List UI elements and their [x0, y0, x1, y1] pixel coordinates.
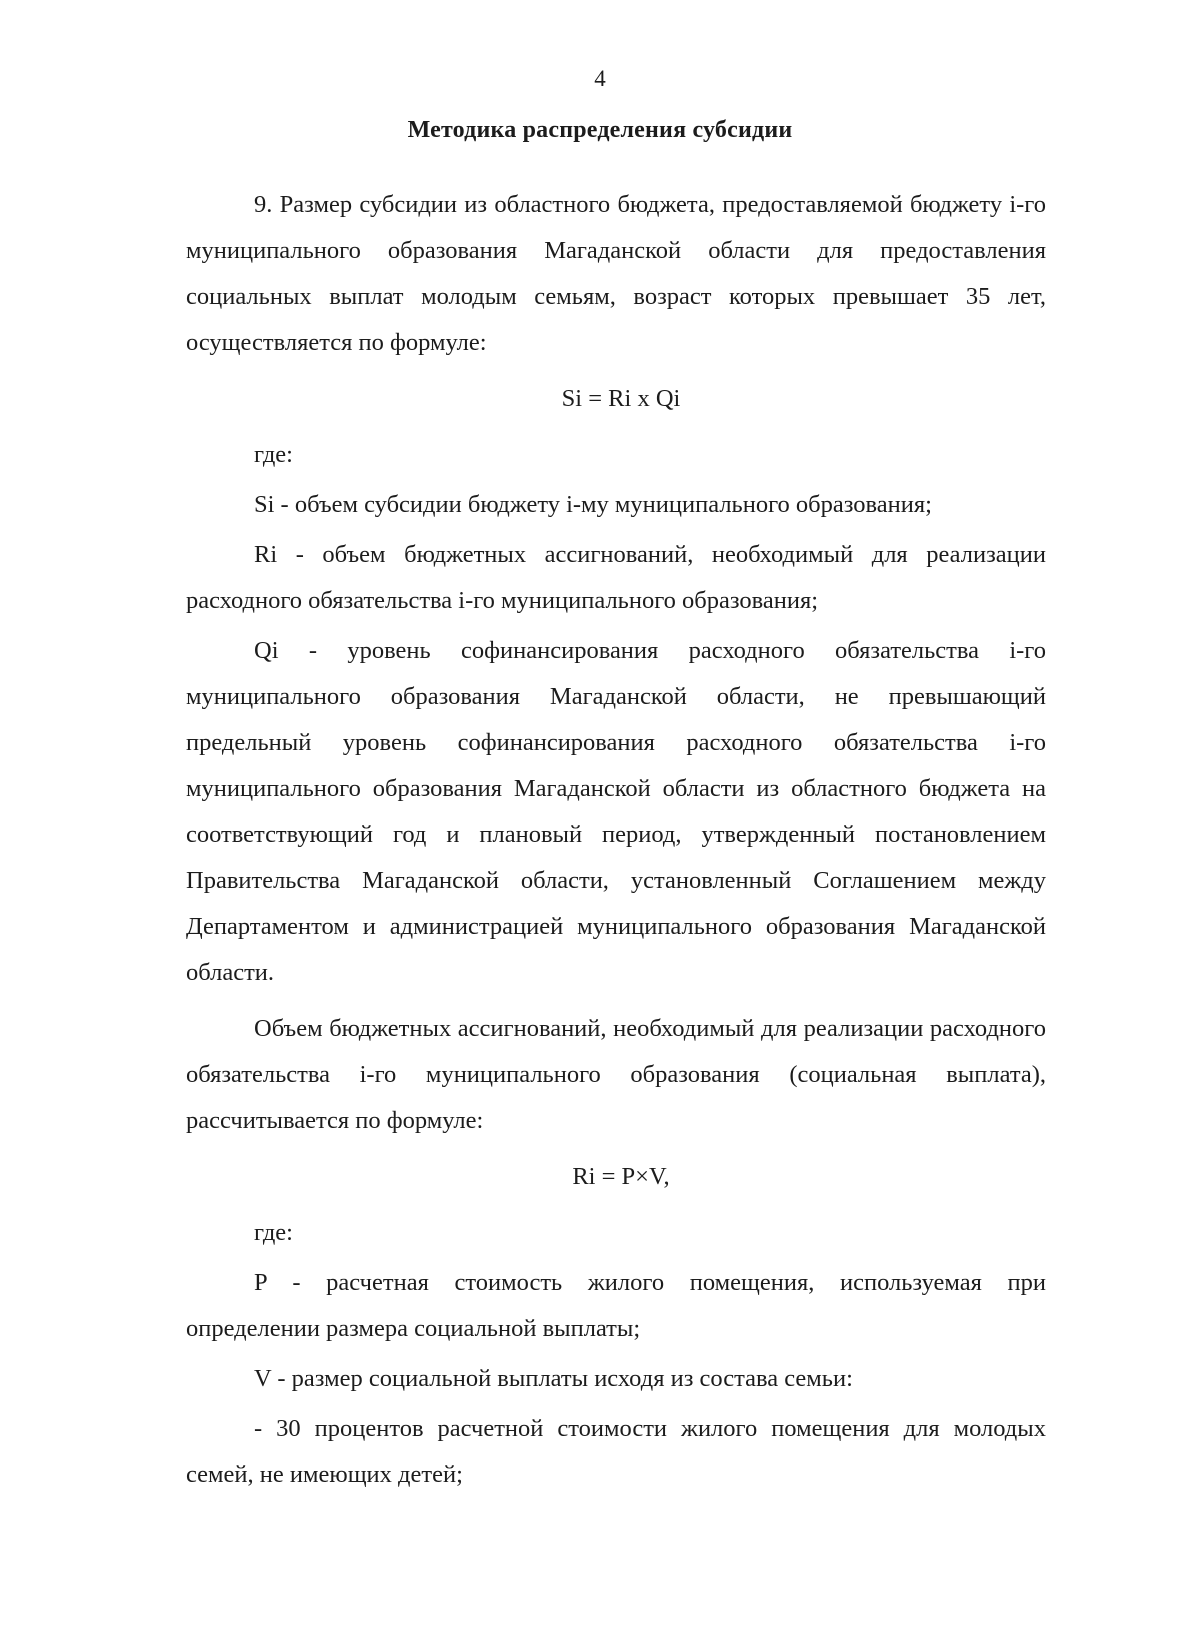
where-label-1: где: [254, 441, 293, 468]
list-item-30-percent: - 30 процентов расчетной стоимости жилого помещения для молодых семей, не имеющих детей; [186, 1415, 1046, 1488]
formula-ri: Ri = P×V, [572, 1163, 670, 1190]
where-label-2: где: [254, 1219, 293, 1246]
definition-p: P - расчетная стоимость жилого помещения, используемая при определении размера социальной выплаты; [186, 1269, 1046, 1342]
definition-ri: Ri - объем бюджетных ассигнований, необходимый для реализации расходного обязательства i-го муниципального образования; [186, 541, 1046, 614]
page-number: 4 [594, 66, 606, 91]
document-body [186, 182, 1046, 1498]
formula-si: Si = Ri x Qi [561, 385, 681, 412]
paragraph-9: 9. Размер субсидии из областного бюджета, предоставляемой бюджету i-го муниципального образования Магаданской области для предоставления социальных выплат молодым семьям, возраст которых превышает 35 лет, осуществляется по формуле: [186, 191, 1046, 356]
paragraph-volume: Объем бюджетных ассигнований, необходимый для реализации расходного обязательства i-го муниципального образования (социальная выплата), рассчитывается по формуле: [186, 1015, 1046, 1134]
definition-qi: Qi - уровень софинансирования расходного обязательства i-го муниципального образования Магаданской области, не превышающий предельный уровень софинансирования расходного обязательства i-го муниципального образования Магаданской области из областного бюджета на соответствующий год и плановый период, утвержденный постановлением Правительства Магаданской области, установленный Соглашением между Департаментом и администрацией муниципального образования Магаданской области. [186, 637, 1046, 986]
definition-v: V - размер социальной выплаты исходя из состава семьи: [254, 1365, 853, 1392]
definition-si: Si - объем субсидии бюджету i-му муниципального образования; [254, 491, 932, 518]
section-title: Методика распределения субсидии [407, 117, 793, 143]
